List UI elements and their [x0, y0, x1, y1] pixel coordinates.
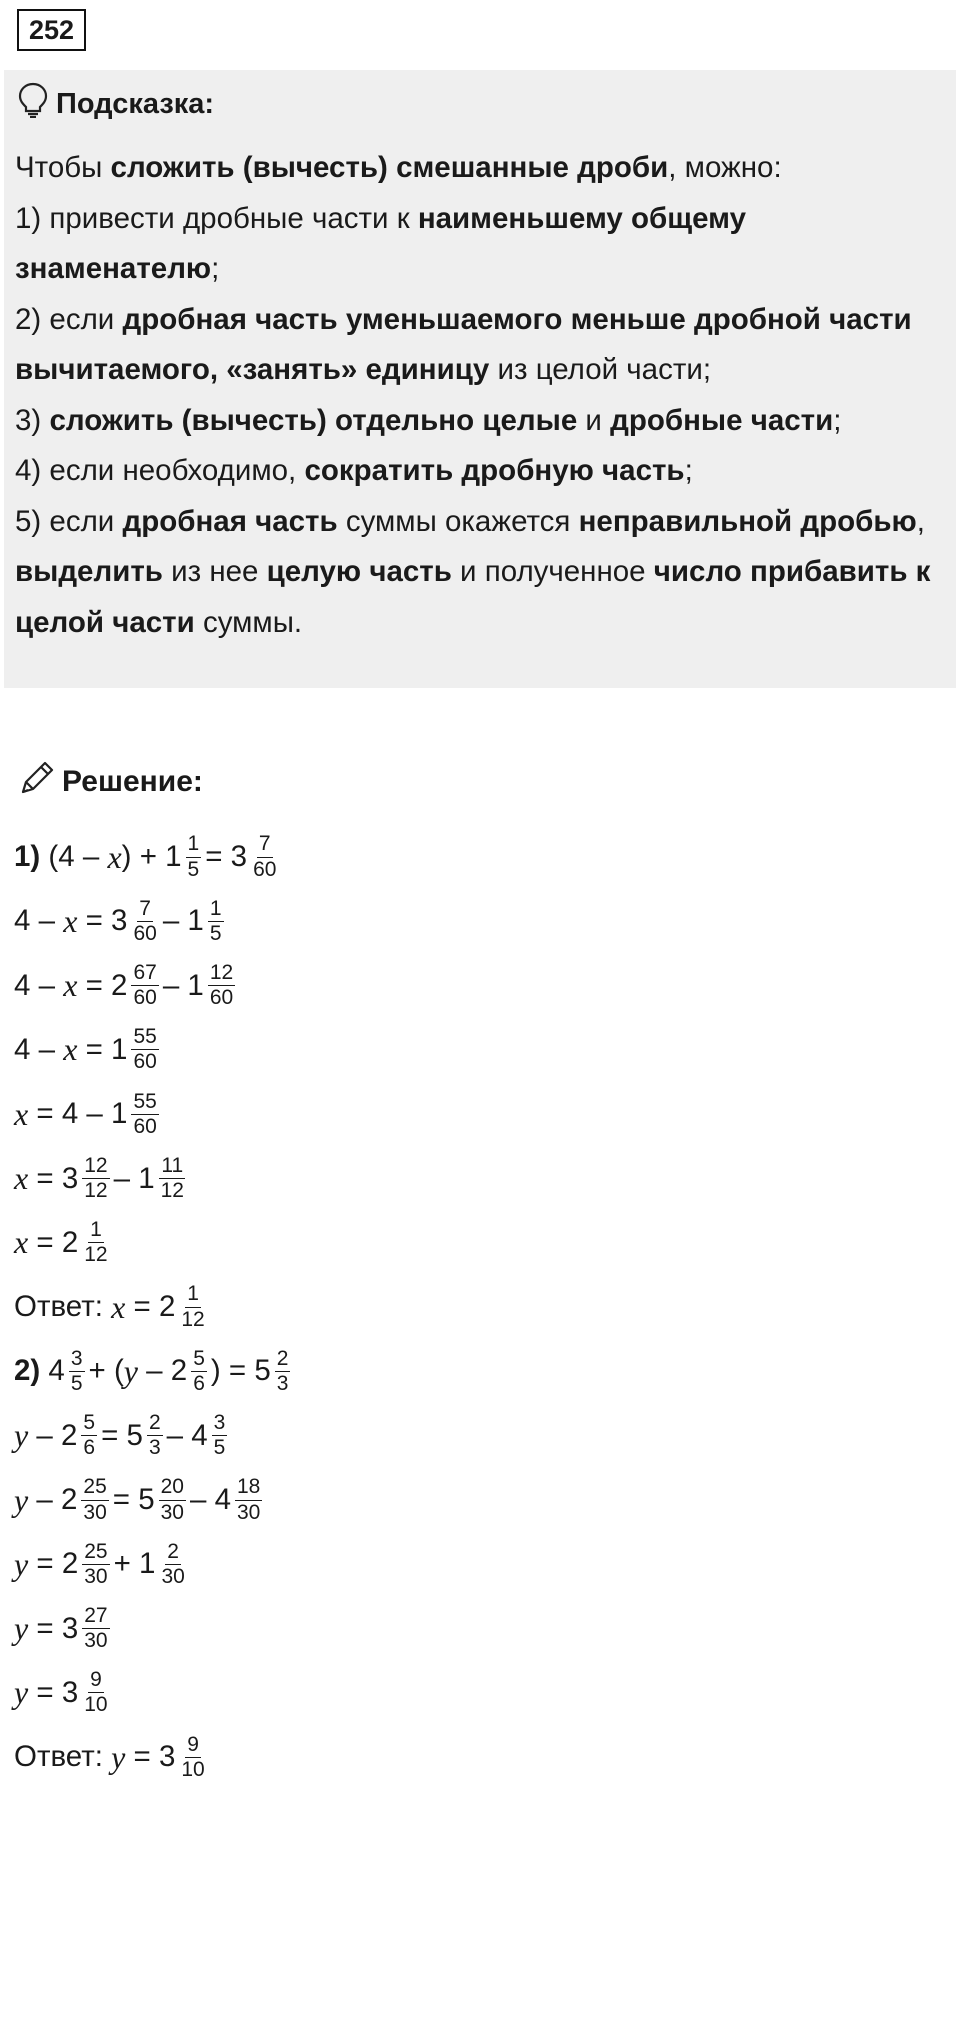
math-text: – 2	[137, 1354, 188, 1388]
math-text: = 5	[101, 1418, 143, 1452]
numerator: 5	[81, 1411, 97, 1436]
hint-text-segment: ;	[211, 252, 220, 285]
hint-bold-text: сократить дробную часть	[304, 454, 685, 487]
hint-panel	[4, 70, 956, 688]
hint-bold-text: выделить	[15, 555, 163, 588]
fraction	[147, 1411, 163, 1460]
fraction	[208, 897, 224, 946]
math-text: (4 –	[40, 840, 108, 873]
fraction	[186, 832, 202, 881]
math-text: = 4 – 1	[28, 1097, 128, 1131]
math-text: = 2	[125, 1290, 176, 1324]
variable: x	[63, 1031, 78, 1068]
hint-text-segment: и полученное	[451, 555, 654, 588]
hint-paragraph	[15, 446, 945, 497]
numerator: 27	[82, 1604, 109, 1629]
hint-bold-text: дробная часть уменьшаемого меньше дробной части вычитаемого, «занять» единицу	[15, 302, 912, 386]
hint-paragraph	[15, 194, 945, 295]
numerator: 2	[165, 1540, 181, 1565]
solution-line	[14, 955, 239, 1017]
solution-line	[14, 1148, 190, 1210]
hint-header	[18, 80, 214, 128]
fraction	[82, 1540, 109, 1589]
math-text: 4 –	[14, 904, 64, 938]
hint-bold-text: сложить (вычесть) смешанные дроби	[110, 151, 669, 184]
numerator: 2	[147, 1411, 163, 1436]
denominator: 5	[213, 1436, 226, 1460]
variable: x	[111, 1288, 126, 1325]
solution-line	[14, 1340, 294, 1402]
lightbulb-icon	[18, 82, 48, 126]
fraction	[82, 1154, 109, 1203]
hint-title: Подсказка:	[56, 87, 215, 120]
hint-paragraph	[15, 143, 945, 194]
denominator: 60	[209, 986, 234, 1010]
numerator: 25	[82, 1540, 109, 1565]
math-text: = 3	[125, 1740, 176, 1774]
hint-text-segment: , можно:	[668, 151, 782, 184]
math-text: = 1	[77, 1032, 128, 1066]
numerator: 20	[159, 1475, 186, 1500]
hint-bold-text: целую часть	[266, 555, 452, 588]
variable: y	[14, 1481, 29, 1518]
hint-bold-text: дробные части	[610, 403, 834, 437]
denominator: 6	[83, 1436, 96, 1460]
math-text: – 4	[189, 1483, 231, 1516]
solution-line	[14, 1083, 163, 1145]
hint-text-segment: Чтобы	[15, 151, 111, 184]
hint-text	[15, 143, 945, 648]
fraction	[131, 961, 158, 1010]
hint-text-segment: 1) привести дробные части к	[15, 201, 418, 235]
fraction	[159, 1475, 186, 1524]
fraction	[251, 832, 278, 881]
fraction	[82, 1604, 109, 1653]
math-text: ) = 5	[210, 1354, 271, 1388]
solution-line	[14, 1469, 266, 1531]
denominator: 6	[193, 1371, 205, 1395]
denominator: 30	[237, 1500, 261, 1524]
solution-line	[14, 1212, 114, 1274]
fraction	[131, 897, 158, 946]
solution-header	[18, 758, 203, 806]
math-text: Ответ:	[14, 1290, 112, 1324]
numerator: 1	[185, 1282, 201, 1307]
math-text: = 3	[28, 1675, 79, 1709]
denominator: 3	[148, 1436, 161, 1460]
hint-text-segment: ;	[684, 454, 693, 487]
denominator: 60	[133, 921, 157, 945]
math-text: = 2	[28, 1225, 79, 1259]
hint-text-segment: из нее	[162, 555, 267, 588]
solution-line	[14, 1598, 114, 1660]
hint-text-segment: 5) если	[15, 504, 123, 538]
task-number: 252	[17, 9, 86, 51]
numerator: 9	[88, 1668, 104, 1693]
numerator: 12	[82, 1154, 109, 1179]
fraction	[69, 1347, 85, 1396]
hint-paragraph	[15, 396, 945, 447]
fraction	[81, 1475, 108, 1524]
denominator: 60	[253, 857, 277, 881]
numerator: 9	[185, 1733, 201, 1758]
part-label: 1)	[14, 840, 41, 873]
solution-line	[14, 826, 282, 888]
variable: x	[14, 1095, 29, 1132]
solution-line	[14, 1019, 163, 1081]
numerator: 2	[275, 1347, 291, 1372]
math-text: – 1	[113, 1161, 155, 1195]
variable: y	[14, 1417, 29, 1454]
variable: x	[107, 838, 122, 875]
math-text: + (	[88, 1354, 124, 1388]
denominator: 5	[209, 921, 222, 945]
denominator: 30	[83, 1500, 107, 1524]
numerator: 3	[69, 1347, 85, 1372]
fraction	[131, 1090, 158, 1139]
denominator: 60	[133, 1050, 157, 1074]
solution-title: Решение:	[62, 765, 203, 798]
math-text: – 1	[162, 904, 204, 938]
fraction	[82, 1218, 109, 1267]
denominator: 30	[84, 1564, 108, 1588]
math-text: 4	[40, 1354, 65, 1388]
numerator: 11	[159, 1154, 185, 1179]
fraction	[179, 1282, 206, 1331]
numerator: 5	[191, 1347, 207, 1372]
denominator: 30	[161, 1564, 185, 1588]
pencil-icon	[18, 759, 56, 805]
fraction	[82, 1668, 109, 1717]
math-text: Ответ:	[14, 1740, 112, 1774]
hint-bold-text: наименьшему общему знаменателю	[15, 201, 746, 285]
denominator: 10	[84, 1693, 108, 1717]
fraction	[159, 1540, 186, 1589]
variable: x	[14, 1160, 29, 1196]
variable: x	[63, 902, 78, 939]
denominator: 30	[160, 1500, 184, 1524]
hint-paragraph	[15, 295, 945, 396]
solution-line	[14, 1726, 211, 1788]
denominator: 60	[133, 1114, 157, 1138]
hint-bold-text: сложить (вычесть) отдельно целые	[49, 403, 578, 437]
numerator: 7	[137, 897, 153, 922]
math-text: + 1	[113, 1547, 156, 1581]
math-text: 4 –	[14, 1032, 64, 1066]
math-text: – 1	[162, 968, 204, 1002]
fraction	[131, 1025, 158, 1074]
variable: x	[14, 1224, 29, 1261]
denominator: 12	[181, 1307, 205, 1331]
fraction	[179, 1733, 206, 1782]
hint-text-segment: 3)	[15, 403, 50, 437]
variable: y	[123, 1352, 138, 1389]
math-text: ) + 1	[121, 840, 182, 873]
math-text: = 3	[28, 1161, 79, 1195]
numerator: 67	[131, 961, 158, 986]
hint-paragraph	[15, 497, 945, 649]
fraction	[208, 961, 235, 1010]
numerator: 18	[235, 1475, 262, 1500]
hint-text-segment: суммы.	[194, 605, 303, 639]
numerator: 55	[131, 1025, 158, 1050]
numerator: 12	[208, 961, 235, 986]
denominator: 10	[181, 1757, 205, 1781]
denominator: 60	[133, 986, 157, 1010]
hint-bold-text: дробная часть	[122, 504, 338, 538]
variable: x	[63, 967, 78, 1004]
math-text: = 2	[28, 1547, 79, 1581]
solution-line	[14, 1276, 211, 1338]
fraction	[81, 1411, 97, 1460]
numerator: 55	[131, 1090, 158, 1115]
numerator: 1	[208, 897, 224, 922]
math-text: = 3	[28, 1611, 79, 1645]
numerator: 25	[81, 1475, 108, 1500]
fraction	[159, 1154, 186, 1203]
part-label: 2)	[14, 1354, 41, 1388]
hint-text-segment: и	[577, 403, 611, 437]
numerator: 7	[257, 832, 273, 857]
denominator: 12	[84, 1179, 108, 1202]
hint-text-segment: суммы окажется	[337, 504, 579, 538]
hint-text-segment: ,	[916, 504, 925, 538]
math-text: = 5	[112, 1483, 155, 1516]
denominator: 5	[70, 1371, 83, 1395]
variable: y	[14, 1674, 29, 1711]
math-text: = 3	[205, 840, 248, 873]
fraction	[191, 1347, 207, 1396]
math-text: 4 –	[14, 968, 64, 1002]
hint-text-segment: ;	[833, 403, 842, 437]
math-text: = 3	[77, 904, 128, 938]
fraction	[212, 1411, 228, 1460]
math-text: – 4	[166, 1418, 208, 1452]
fraction	[235, 1475, 262, 1524]
denominator: 5	[187, 857, 200, 881]
variable: y	[14, 1545, 29, 1582]
numerator: 1	[186, 832, 202, 857]
math-text: = 2	[77, 968, 128, 1002]
solution-line	[14, 890, 228, 952]
hint-text-segment: 4) если необходимо,	[15, 454, 305, 487]
fraction	[275, 1347, 291, 1396]
denominator: 12	[160, 1179, 184, 1202]
numerator: 1	[88, 1218, 104, 1243]
variable: y	[14, 1610, 29, 1647]
denominator: 12	[84, 1243, 108, 1267]
solution-line	[14, 1405, 231, 1467]
hint-text-segment: 2) если	[15, 302, 123, 336]
hint-text-segment: из целой части;	[489, 353, 712, 386]
solution-line	[14, 1533, 191, 1595]
hint-bold-text: неправильной дробью	[578, 504, 917, 538]
denominator: 30	[84, 1629, 108, 1653]
numerator: 3	[212, 1411, 228, 1436]
denominator: 3	[276, 1371, 289, 1395]
math-text: – 2	[28, 1418, 78, 1452]
hint-bold-text: число прибавить к целой части	[15, 555, 931, 639]
math-text: – 2	[28, 1483, 78, 1516]
solution-line	[14, 1662, 114, 1724]
variable: y	[111, 1738, 126, 1775]
